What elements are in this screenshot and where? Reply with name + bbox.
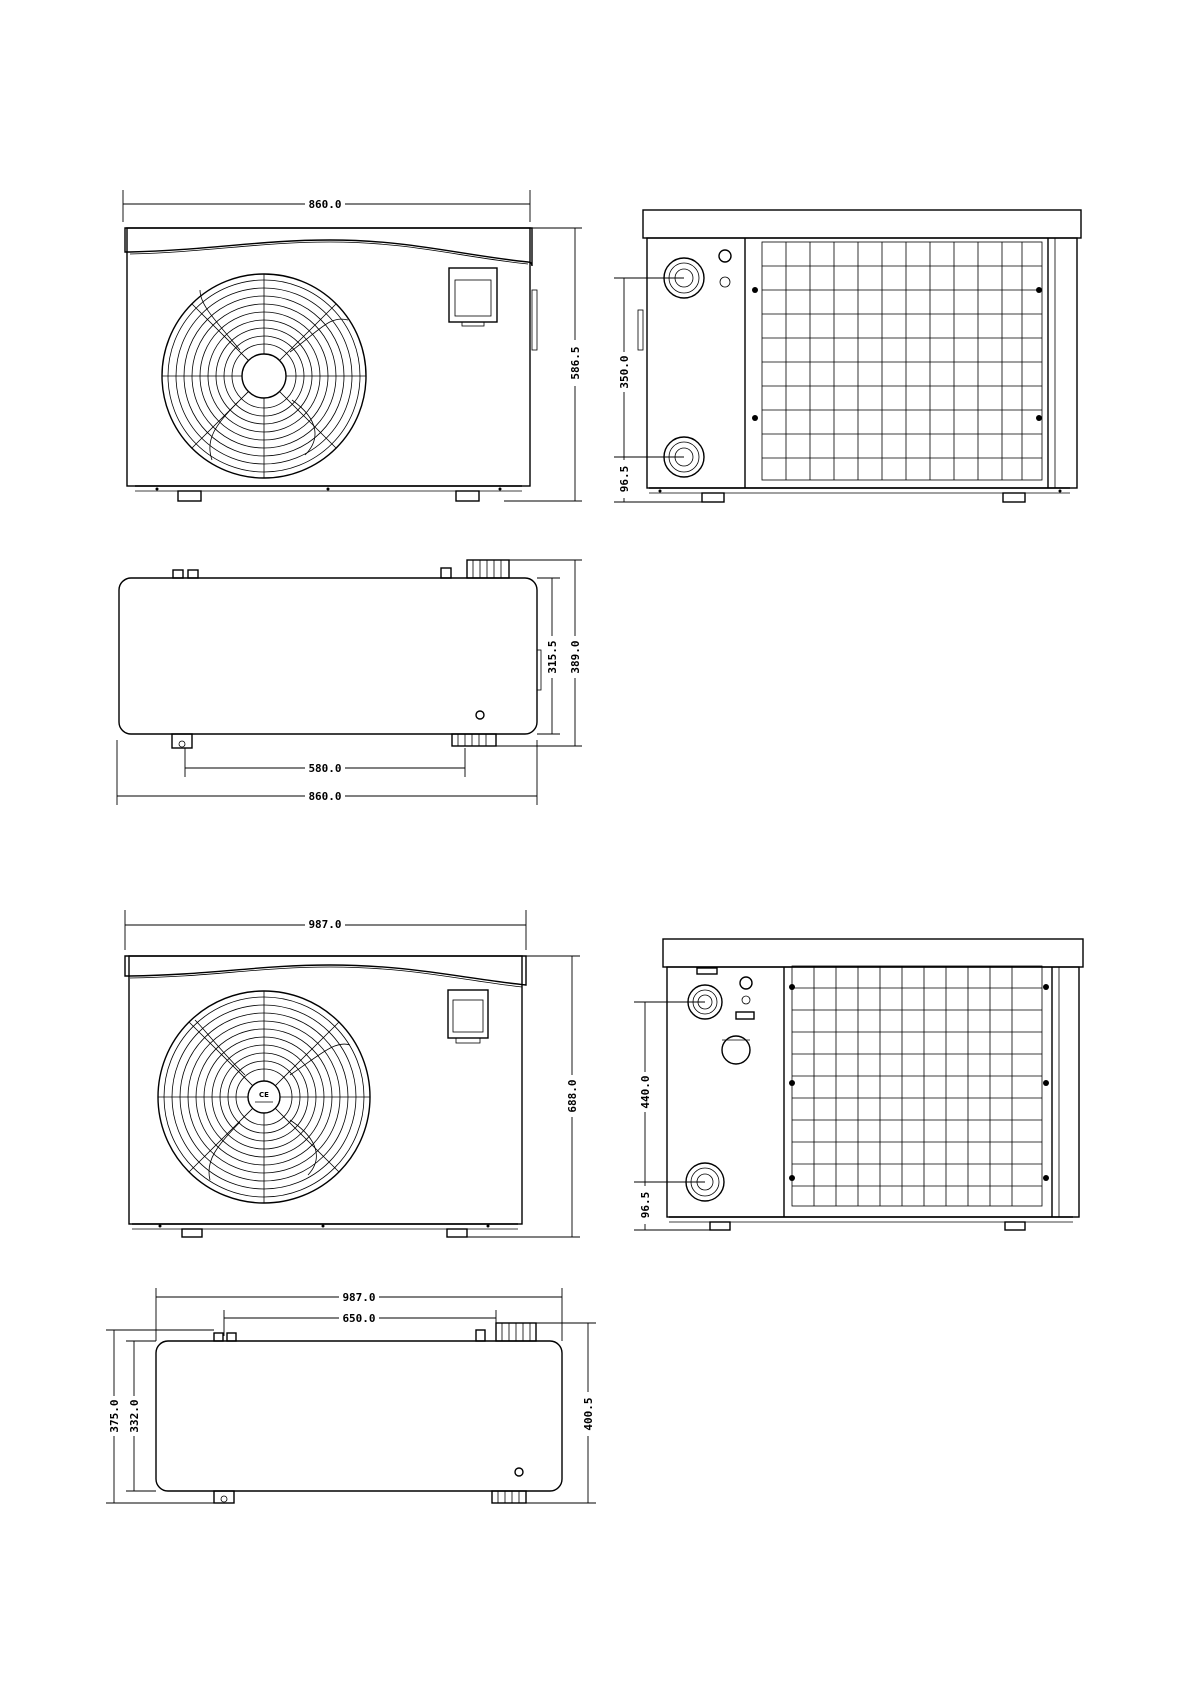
dimension-inlet-height-large (634, 1182, 710, 1230)
dim-text: 350.0 (618, 355, 631, 389)
water-inlet-icon (467, 560, 509, 578)
dimension-height-large (467, 956, 580, 1237)
dim-text: 987.0 (342, 1291, 376, 1304)
dim-text: 315.5 (546, 640, 559, 674)
dimension-width-small (123, 190, 530, 222)
evaporator-grid-icon (789, 966, 1049, 1206)
dim-text: 987.0 (308, 918, 342, 931)
fan-guard-icon (158, 991, 370, 1203)
dimension-inlet-height-small (614, 457, 702, 502)
control-panel-icon (448, 990, 488, 1043)
dim-text: 332.0 (128, 1399, 141, 1433)
control-panel-icon (449, 268, 497, 326)
drain-valve-icon (722, 1036, 750, 1064)
fan-badge: CE (259, 1091, 269, 1099)
fan-guard-icon (162, 274, 366, 478)
dimension-height-small (504, 228, 582, 501)
dimension-depth-body-large (126, 1341, 156, 1491)
dim-text: 96.5 (618, 465, 631, 493)
dim-text: 860.0 (308, 790, 342, 803)
top-view-small (117, 560, 582, 805)
dim-text: 440.0 (639, 1075, 652, 1109)
water-outlet-icon (452, 734, 496, 746)
dimension-width-large (125, 910, 526, 950)
dim-text: 96.5 (639, 1191, 652, 1219)
dim-text: 580.0 (308, 762, 342, 775)
side-view-large (634, 939, 1083, 1230)
dimension-inlet-spacing-small (614, 278, 684, 457)
dim-text: 400.5 (582, 1397, 595, 1431)
dimension-inlet-spacing-large (634, 1002, 705, 1182)
dim-text: 650.0 (342, 1312, 376, 1325)
top-view-large (106, 1288, 596, 1503)
front-view-large (125, 910, 580, 1237)
dimension-depth-total-small (496, 560, 582, 746)
dim-text: 860.0 (308, 198, 342, 211)
front-view-small (123, 190, 582, 501)
water-outlet-icon (492, 1491, 526, 1503)
dim-text: 375.0 (108, 1399, 121, 1433)
dim-text: 586.5 (569, 346, 582, 380)
dimension-depth-body-small (537, 578, 560, 734)
dim-text: 688.0 (566, 1079, 579, 1113)
dimension-foot-spacing-small (185, 748, 465, 777)
evaporator-grid-icon (752, 242, 1042, 480)
dim-text: 389.0 (569, 640, 582, 674)
dimension-depth-total-left-large (106, 1330, 214, 1503)
water-inlet-icon (496, 1323, 536, 1341)
side-view-small (614, 210, 1081, 502)
dimension-foot-spacing-large (224, 1310, 496, 1336)
